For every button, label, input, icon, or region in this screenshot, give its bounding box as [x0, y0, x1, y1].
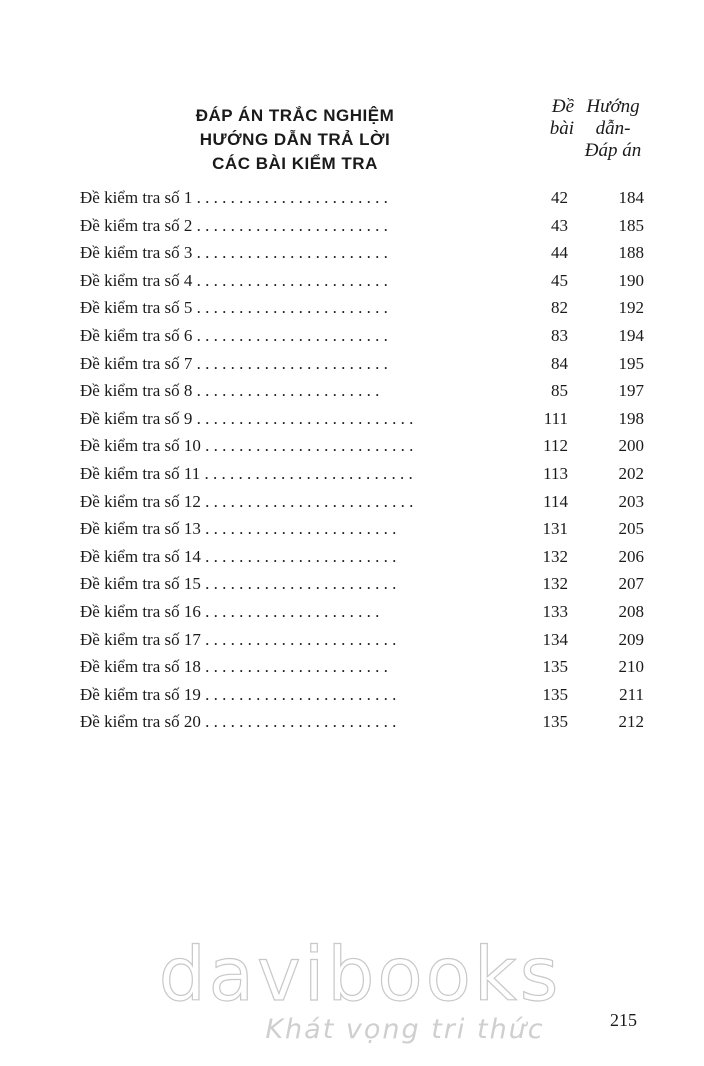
de-bai-page: 83 [551, 325, 568, 345]
toc-row [80, 239, 650, 267]
table-of-contents [80, 184, 650, 736]
dap-an-page: 190 [618, 270, 644, 290]
toc-row [80, 543, 650, 571]
toc-row [80, 708, 650, 736]
de-bai-page: 135 [542, 684, 568, 704]
de-bai-page: 44 [551, 243, 568, 263]
toc-row [80, 570, 650, 598]
toc-row [80, 267, 650, 295]
toc-entry-label: Đề kiểm tra số 15 . . . . . . . . . . . . . . . . . . . . . . . [80, 574, 397, 594]
de-bai-page: 113 [543, 463, 568, 483]
de-bai-page: 114 [543, 491, 568, 511]
de-bai-page: 134 [542, 629, 568, 649]
dap-an-page: 184 [618, 188, 644, 207]
dap-an-page: 209 [618, 629, 644, 649]
de-bai-page: 45 [551, 270, 568, 290]
dap-an-page: 210 [618, 657, 644, 677]
toc-row [80, 598, 650, 626]
toc-entry-label: Đề kiểm tra số 19 . . . . . . . . . . . . . . . . . . . . . . . [80, 684, 397, 704]
de-bai-page: 132 [542, 546, 568, 566]
toc-entry-label: Đề kiểm tra số 7 . . . . . . . . . . . . . . . . . . . . . . . [80, 353, 388, 373]
heading-line-1: ĐÁP ÁN TRẮC NGHIỆM [195, 106, 395, 125]
heading-line-3: CÁC BÀI KIỂM TRA [212, 154, 378, 173]
dap-an-page: 185 [618, 215, 644, 235]
toc-entry-label: Đề kiểm tra số 11 . . . . . . . . . . . . . . . . . . . . . . . . . [80, 463, 413, 483]
de-bai-page: 84 [551, 353, 568, 373]
toc-row [80, 294, 650, 322]
dap-an-page: 194 [618, 325, 644, 345]
toc-row [80, 681, 650, 709]
toc-row [80, 488, 650, 516]
toc-row [80, 626, 650, 654]
de-bai-page: 135 [542, 712, 568, 732]
de-bai-page: 135 [542, 657, 568, 677]
de-bai-page: 85 [551, 381, 568, 401]
page-number: 215 [610, 1010, 637, 1030]
toc-entry-label: Đề kiểm tra số 5 . . . . . . . . . . . . . . . . . . . . . . . [80, 298, 388, 318]
toc-entry-label: Đề kiểm tra số 6 . . . . . . . . . . . . . . . . . . . . . . . [80, 325, 388, 345]
toc-entry-label: Đề kiểm tra số 8 . . . . . . . . . . . . . . . . . . . . . . [80, 381, 380, 401]
column-header-de-bai-line-2: bài [549, 118, 574, 139]
watermark-brand: davibooks [158, 932, 562, 1018]
toc-entry-label: Đề kiểm tra số 18 . . . . . . . . . . . . . . . . . . . . . . [80, 657, 388, 677]
dap-an-page: 202 [618, 463, 644, 483]
toc-row [80, 432, 650, 460]
de-bai-page: 132 [542, 574, 568, 594]
dap-an-page: 205 [618, 519, 644, 539]
toc-row [80, 405, 650, 433]
toc-entry-label: Đề kiểm tra số 10 . . . . . . . . . . . . . . . . . . . . . . . . . [80, 436, 414, 456]
column-header-huong-dan [578, 96, 648, 162]
dap-an-page: 188 [618, 243, 644, 263]
toc-row [80, 653, 650, 681]
de-bai-page: 133 [542, 601, 568, 621]
column-header-de-bai-line-1: Đề [551, 96, 574, 117]
toc-entry-label: Đề kiểm tra số 20 . . . . . . . . . . . . . . . . . . . . . . . [80, 712, 397, 732]
column-header-de-bai [520, 96, 574, 140]
toc-row [80, 350, 650, 378]
de-bai-page: 111 [543, 408, 568, 428]
toc-entry-label: Đề kiểm tra số 4 . . . . . . . . . . . . . . . . . . . . . . . [80, 270, 388, 290]
de-bai-page: 42 [551, 188, 568, 207]
watermark-tagline: Khát vọng tri thức [265, 1014, 545, 1045]
toc-entry-label: Đề kiểm tra số 12 . . . . . . . . . . . . . . . . . . . . . . . . . [80, 491, 414, 511]
dap-an-page: 206 [618, 546, 644, 566]
dap-an-page: 207 [618, 574, 644, 594]
toc-row [80, 212, 650, 240]
toc-row [80, 184, 650, 212]
toc-row [80, 515, 650, 543]
toc-entry-label: Đề kiểm tra số 3 . . . . . . . . . . . . . . . . . . . . . . . [80, 243, 388, 263]
toc-row [80, 377, 650, 405]
toc-row [80, 322, 650, 350]
de-bai-page: 112 [543, 436, 568, 456]
toc-entry-label: Đề kiểm tra số 16 . . . . . . . . . . . . . . . . . . . . . [80, 601, 380, 621]
toc-entry-label: Đề kiểm tra số 14 . . . . . . . . . . . . . . . . . . . . . . . [80, 546, 397, 566]
de-bai-page: 43 [551, 215, 568, 235]
dap-an-page: 192 [618, 298, 644, 318]
toc-entry-label: Đề kiểm tra số 13 . . . . . . . . . . . . . . . . . . . . . . . [80, 519, 397, 539]
dap-an-page: 211 [619, 684, 644, 704]
toc-entry-label: Đề kiểm tra số 2 . . . . . . . . . . . . . . . . . . . . . . . [80, 215, 388, 235]
dap-an-page: 200 [618, 436, 644, 456]
de-bai-page: 131 [542, 519, 568, 539]
watermark-logo [150, 932, 570, 1045]
de-bai-page: 82 [551, 298, 568, 318]
column-header-huong-dan-line-3: Đáp án [584, 140, 642, 161]
dap-an-page: 203 [618, 491, 644, 511]
toc-entry-label: Đề kiểm tra số 9 . . . . . . . . . . . . . . . . . . . . . . . . . . [80, 408, 414, 428]
dap-an-page: 208 [618, 601, 644, 621]
toc-entry-label: Đề kiểm tra số 1 . . . . . . . . . . . . . . . . . . . . . . . [80, 188, 388, 207]
toc-entry-label: Đề kiểm tra số 17 . . . . . . . . . . . . . . . . . . . . . . . [80, 629, 397, 649]
toc-row [80, 460, 650, 488]
heading-line-2: HƯỚNG DẪN TRẢ LỜI [199, 130, 391, 149]
section-heading [150, 104, 440, 176]
dap-an-page: 212 [618, 712, 644, 732]
dap-an-page: 198 [618, 408, 644, 428]
dap-an-page: 195 [618, 353, 644, 373]
column-header-huong-dan-line-1: Hướng [586, 96, 640, 117]
column-header-huong-dan-line-2: dẫn- [595, 118, 631, 139]
dap-an-page: 197 [618, 381, 644, 401]
